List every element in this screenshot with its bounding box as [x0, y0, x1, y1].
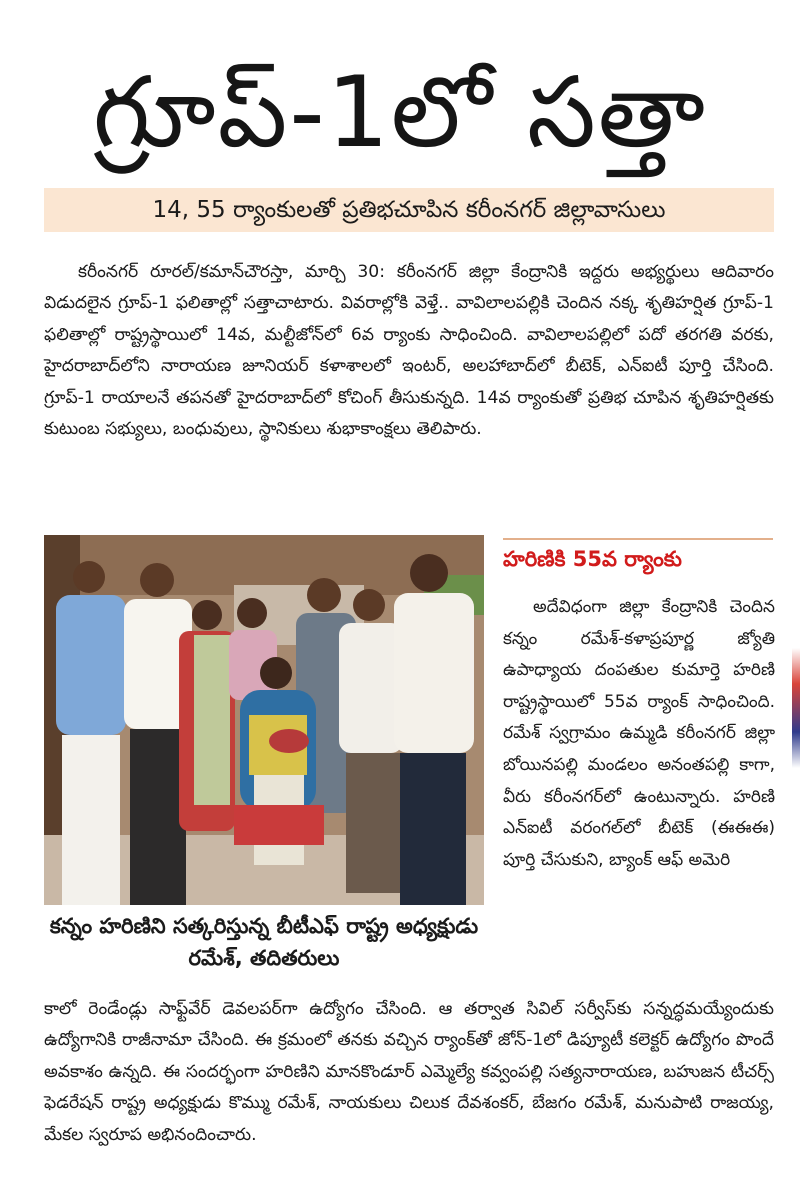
- photo-illustration: [44, 535, 484, 905]
- person-1: [56, 561, 126, 905]
- person-3: [179, 600, 235, 831]
- person-7: [394, 554, 474, 905]
- closing-paragraph: కాలో రెండేండ్లు సాఫ్ట్‌వేర్ డెవలపర్‌గా ఉద్యోగం చేసింది. ఆ తర్వాత సివిల్ సర్వీస్‌కు సన్నద్ధమయ్యేందుకు ఉద్యోగానికి రాజీనామా చేసింది. ఈ క్రమంలో తనకు వచ్చిన ర్యాంక్‌తో జోన్-1లో డిప్యూటీ కలెక్టర్ ఉద్యోగం పొందే అవకాశం ఉన్నది. ఈ సందర్భంగా హరిణిని మానకొండూర్ ఎమ్మెల్యే కవ్వంపల్లి సత్యనారాయణ, బహుజన టీచర్స్ ఫెడరేషన్ రాష్ట్ర అధ్యక్షుడు కొమ్ము రమేశ్, నాయకులు చిలుక దేవశంకర్, బేజగం రమేశ్, మనుపాటి రాజయ్య, మేకల స్వరూప అభినందించారు.: [44, 999, 774, 1145]
- adjacent-page-edge: [792, 648, 800, 768]
- person-6: [339, 589, 403, 893]
- news-photo: [44, 535, 484, 905]
- photo-caption: కన్నం హరిణిని సత్కరిస్తున్న బీటీఎఫ్ రాష్ట్ర అధ్యక్షుడు రమేశ్, తదితరులు: [49, 914, 479, 970]
- section-heading: హరిణికి 55వ ర్యాంకు: [503, 538, 773, 576]
- subheadline: 14, 55 ర్యాంకులతో ప్రతిభచూపిన కరీంనగర్ జిల్లావాసులు: [44, 188, 774, 232]
- headline: గ్రూప్-1లో సత్తా: [93, 56, 707, 170]
- lead-paragraph: కరీంనగర్ రూరల్/కమాన్‌చౌరస్తా, మార్చి 30: కరీంనగర్ జిల్లా కేంద్రానికి ఇద్దరు అభ్యర్థులు ఆదివారం విడుదలైన గ్రూప్-1 ఫలితాల్లో సత్తాచాటారు. వివరాల్లోకి వెళ్తే.. వావిలాలపల్లికి చెందిన నక్క శృతిహర్షిత గ్రూప్-1 ఫలితాల్లో రాష్ట్రస్థాయిలో 14వ, మల్టీజోన్‌లో 6వ ర్యాంకు సాధించింది. వావిలాలపల్లిలో పదో తరగతి వరకు, హైదరాబాద్‌లోని నారాయణ జూనియర్ కళాశాలలో ఇంటర్, అలహాబాద్‌లో బీటెక్, ఎన్ఐటీ పూర్తి చేసింది. గ్రూప్-1 రాయాలనే తపనతో హైదరాబాద్‌లో కోచింగ్ తీసుకున్నది. 14వ ర్యాంకుతో ప్రతిభ చూపిన శృతిహర్షితకు కుటుంబ సభ్యులు, బంధువులు, స్థానికులు శుభాకాంక్షలు తెలిపారు.: [44, 262, 774, 440]
- side-paragraph: అదేవిధంగా జిల్లా కేంద్రానికి చెందిన కన్నం రమేశ్-కళాప్రపూర్ణ జ్యోతి ఉపాధ్యాయ దంపతుల కుమార్తె హరిణి రాష్ట్రస్థాయిలో 55వ ర్యాంక్ సాధించింది. రమేశ్ స్వగ్రామం ఉమ్మడి కరీంనగర్ జిల్లా బోయినపల్లి మండలం అనంతపల్లి కాగా, వీరు కరీంనగర్‌లో ఉంటున్నారు. హరిణి ఎన్ఐటీ వరంగల్‌లో బీటెక్ (ఈఈఈ) పూర్తి చేసుకుని, బ్యాంక్ ఆఫ్ అమెరి: [503, 597, 775, 870]
